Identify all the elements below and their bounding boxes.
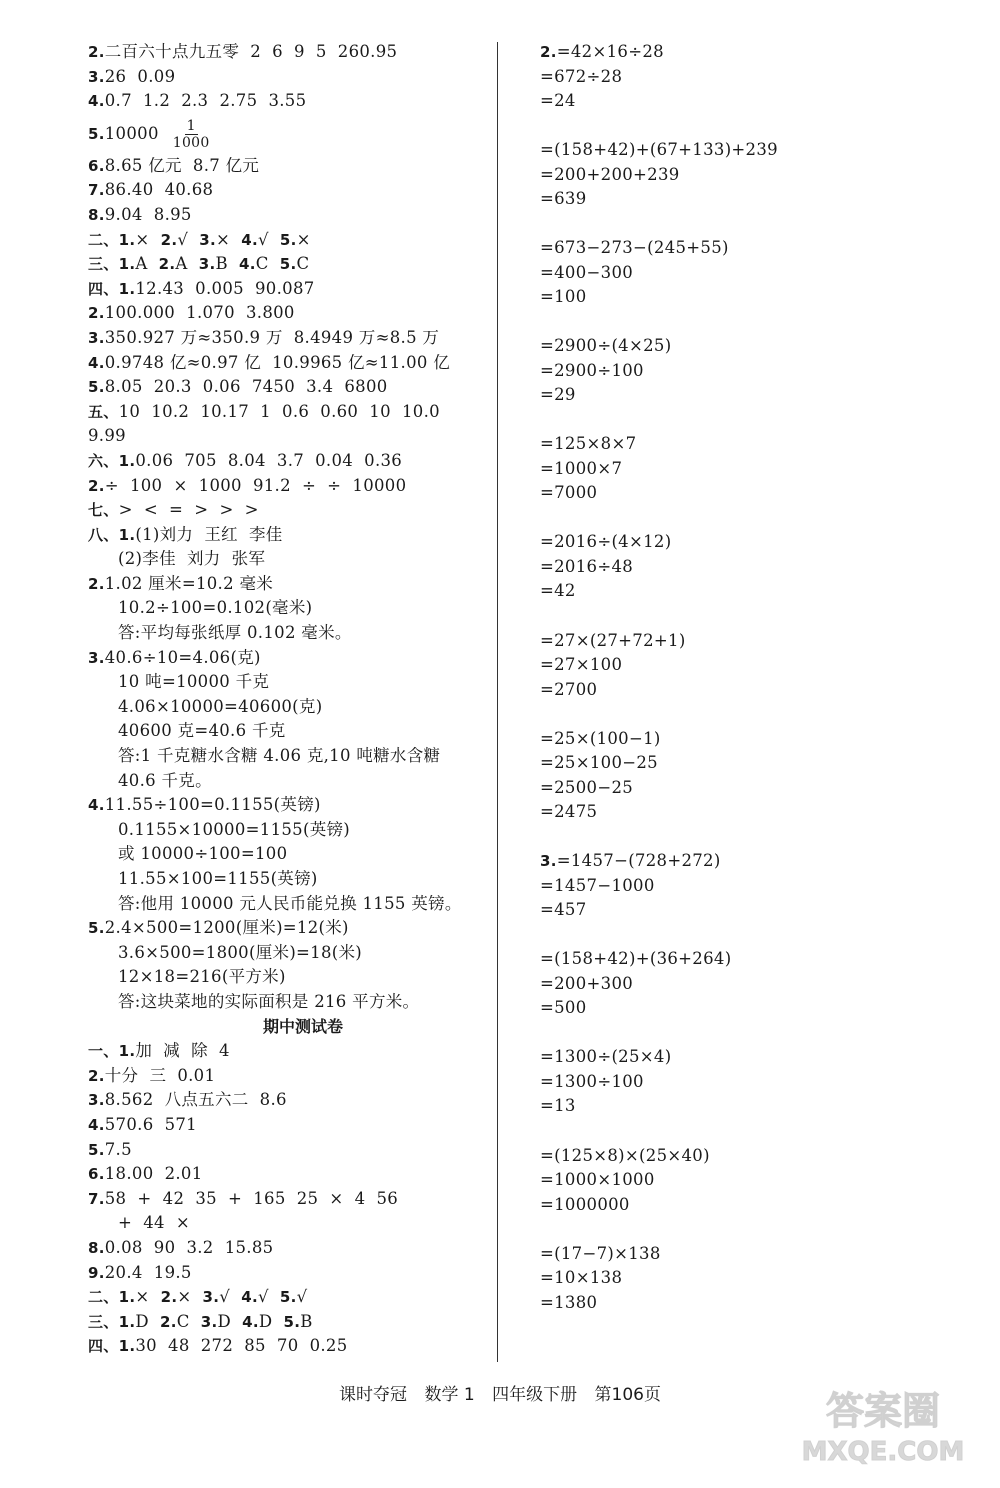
answer-line xyxy=(88,1261,488,1286)
answer-text: + 44 × xyxy=(118,1213,191,1233)
answer-text: 12×18=216(平方米) xyxy=(118,967,286,987)
answer-line xyxy=(88,178,488,203)
calculation-step: =24 xyxy=(540,91,576,110)
calculation-step: =2016÷48 xyxy=(540,556,634,576)
answer-line xyxy=(88,1236,488,1261)
answer-line xyxy=(88,1334,488,1359)
answer-line xyxy=(88,990,488,1015)
group-spacer xyxy=(540,1021,960,1046)
answer-line xyxy=(88,1113,488,1138)
footer-book-title: 课时夺冠 xyxy=(339,1385,408,1405)
answer-text: 86.40 40.68 xyxy=(104,180,214,200)
answer-text: 30 48 272 85 70 0.25 xyxy=(135,1336,348,1356)
answer-text: √ xyxy=(296,1287,308,1307)
answer-text: 8.05 20.3 0.06 7450 3.4 6800 xyxy=(104,377,388,397)
question-number: 2. xyxy=(540,43,557,61)
answer-line xyxy=(88,867,488,892)
answer-text: 10.2÷100=0.102(毫米) xyxy=(118,598,313,618)
watermark-top-text: 答案圈 xyxy=(825,1389,941,1433)
answer-text: × xyxy=(177,1287,203,1307)
calculation-step: =27×100 xyxy=(540,655,623,675)
answer-text: 答:他用 10000 元人民币能兑换 1155 英镑。 xyxy=(118,893,462,913)
answer-text: 40.6÷10=4.06(克) xyxy=(104,647,261,667)
question-number: 2. xyxy=(160,230,178,249)
section-marker: 三、 xyxy=(88,255,119,274)
answer-line xyxy=(88,114,488,154)
answer-text: D xyxy=(135,1311,160,1331)
answer-text: 100.000 1.070 3.800 xyxy=(104,303,295,323)
answer-line xyxy=(88,842,488,867)
calculation-step: =400−300 xyxy=(540,262,634,282)
answer-line xyxy=(88,1138,488,1163)
fraction xyxy=(173,118,210,151)
answer-line xyxy=(88,449,488,474)
question-number: 5. xyxy=(88,124,105,143)
group-spacer xyxy=(540,825,960,850)
question-number: 5. xyxy=(88,378,105,397)
question-number: 2. xyxy=(88,1066,105,1085)
group-spacer xyxy=(540,702,960,727)
answer-line xyxy=(88,646,488,671)
answer-text: 12.43 0.005 90.087 xyxy=(135,278,315,298)
question-number: 6. xyxy=(88,156,105,175)
section-marker: 八、 xyxy=(88,525,119,544)
answer-text: 58 + 42 35 + 165 25 × 4 56 xyxy=(104,1188,399,1208)
answer-line xyxy=(88,228,488,253)
question-number: 5. xyxy=(279,1288,297,1307)
answer-text: 1.02 厘米=10.2 毫米 xyxy=(104,573,274,593)
group-spacer xyxy=(540,408,960,433)
calculation-step: =672÷28 xyxy=(540,66,623,86)
answer-line xyxy=(88,916,488,941)
question-number: 4. xyxy=(241,1288,258,1307)
question-number: 3. xyxy=(202,1288,220,1307)
answer-text: 10 吨=10000 千克 xyxy=(118,672,270,692)
answer-line xyxy=(88,1187,488,1212)
calculation-step xyxy=(540,849,960,874)
column-divider xyxy=(497,42,498,1362)
calculation-step: =500 xyxy=(540,998,587,1018)
calculation-step: =1000000 xyxy=(540,1194,630,1214)
question-number: 2. xyxy=(160,1288,178,1307)
answer-line xyxy=(88,695,488,720)
question-number: 1. xyxy=(118,451,136,470)
answer-line xyxy=(88,941,488,966)
answer-text: C xyxy=(296,254,310,274)
answer-text: 11.55÷100=0.1155(英镑) xyxy=(104,795,321,815)
answer-text: 0.9748 亿≈0.97 亿 10.9965 亿≈11.00 亿 xyxy=(104,352,451,372)
answer-line xyxy=(88,744,488,769)
answer-line xyxy=(88,375,488,400)
answer-text: D xyxy=(217,1311,243,1331)
calculation-step: =1457−1000 xyxy=(540,875,655,895)
answer-text: 答:这块菜地的实际面积是 216 平方米。 xyxy=(118,991,420,1011)
calculation-step: =639 xyxy=(540,189,587,209)
answer-line xyxy=(88,818,488,843)
answer-text: 350.927 万≈350.9 万 8.4949 万≈8.5 万 xyxy=(104,327,440,347)
answer-line xyxy=(88,965,488,990)
answer-text: > < = > > > xyxy=(118,500,259,520)
answer-text: 570.6 571 xyxy=(104,1114,197,1134)
answer-line xyxy=(88,1211,488,1236)
answer-text: A xyxy=(135,254,159,274)
answer-line xyxy=(88,400,488,425)
answer-text: 0.1155×10000=1155(英镑) xyxy=(118,819,351,839)
answer-text: 26 0.09 xyxy=(104,66,176,86)
question-number: 3. xyxy=(199,230,216,249)
left-column xyxy=(88,40,488,1359)
calculation-step: =2700 xyxy=(540,679,598,699)
answer-line xyxy=(88,474,488,499)
question-number: 6. xyxy=(88,1165,105,1184)
question-number: 4. xyxy=(239,255,256,274)
group-spacer xyxy=(540,604,960,629)
answer-text: 10000 xyxy=(104,123,159,143)
answer-line xyxy=(88,301,488,326)
footer-grade: 四年级下册 xyxy=(492,1385,578,1405)
group-spacer xyxy=(540,1119,960,1144)
answer-text: B xyxy=(300,1311,313,1331)
calculation-step: =2900÷100 xyxy=(540,360,644,380)
answer-text: 40600 克=40.6 千克 xyxy=(118,721,286,741)
question-number: 1. xyxy=(118,525,136,544)
answer-text: 4.06×10000=40600(克) xyxy=(118,696,323,716)
calculation-step: =1000×7 xyxy=(540,458,623,478)
question-number: 3. xyxy=(200,1312,218,1331)
answer-line xyxy=(88,40,488,65)
calculation-step: =2500−25 xyxy=(540,777,634,797)
question-number: 2. xyxy=(159,1312,177,1331)
calculation-step: =29 xyxy=(540,385,576,405)
calculation-step: =27×(27+72+1) xyxy=(540,630,686,650)
calculation-step: =200+200+239 xyxy=(540,164,680,184)
question-number: 7. xyxy=(88,1189,105,1208)
question-number: 1. xyxy=(118,1288,136,1307)
answer-text: × xyxy=(215,229,242,249)
answer-line xyxy=(88,1039,488,1064)
answer-text: 加 减 除 4 xyxy=(135,1041,230,1061)
calculation-step: =(125×8)×(25×40) xyxy=(540,1145,710,1165)
answer-line xyxy=(88,1162,488,1187)
answer-line xyxy=(88,498,488,523)
answer-text: 10 10.2 10.17 1 0.6 0.60 10 10.0 xyxy=(118,401,440,421)
calculation-step: =125×8×7 xyxy=(540,434,637,454)
question-number: 1. xyxy=(118,230,136,249)
section-marker: 七、 xyxy=(88,501,119,520)
answer-line xyxy=(88,1088,488,1113)
question-number: 5. xyxy=(279,255,297,274)
group-spacer xyxy=(540,923,960,948)
calculation-step xyxy=(540,40,960,65)
question-number: 3. xyxy=(88,648,105,667)
question-number: 4. xyxy=(88,353,105,372)
answer-text: C xyxy=(255,254,280,274)
question-number: 2. xyxy=(88,304,105,323)
question-number: 3. xyxy=(88,1091,105,1110)
answer-text: 十分 三 0.01 xyxy=(104,1065,216,1085)
calculation-step: =673−273−(245+55) xyxy=(540,238,729,258)
answer-line xyxy=(88,547,488,572)
calculation-step: =1000×1000 xyxy=(540,1170,655,1190)
group-spacer xyxy=(540,506,960,531)
calculation-step: =42 xyxy=(540,581,576,601)
question-number: 5. xyxy=(283,1312,301,1331)
question-number: 1. xyxy=(118,1312,136,1331)
answer-line xyxy=(88,621,488,646)
answer-text: C xyxy=(176,1311,201,1331)
calculation-step: =10×138 xyxy=(540,1268,623,1288)
answer-line xyxy=(88,892,488,917)
calculation-step: =25×(100−1) xyxy=(540,728,661,748)
section-marker: 六、 xyxy=(88,451,119,470)
question-number: 3. xyxy=(198,255,216,274)
answer-text: 答:平均每张纸厚 0.102 毫米。 xyxy=(118,623,352,643)
answer-text: × xyxy=(296,229,311,249)
question-number: 2. xyxy=(88,574,105,593)
question-number: 3. xyxy=(88,328,105,347)
answer-text: B xyxy=(215,254,239,274)
answer-line xyxy=(88,424,488,449)
answer-text: × xyxy=(135,1287,161,1307)
question-number: 4. xyxy=(88,92,105,111)
answer-text: 11.55×100=1155(英镑) xyxy=(118,869,318,888)
calculation-step: =1300÷(25×4) xyxy=(540,1047,672,1067)
section-marker: 一、 xyxy=(88,1042,119,1061)
answer-text: √ xyxy=(257,1287,280,1307)
question-number: 8. xyxy=(88,1238,105,1257)
calculation-step: =457 xyxy=(540,900,587,920)
answer-text: D xyxy=(258,1311,284,1331)
question-number: 4. xyxy=(88,796,105,815)
answer-text: 8.562 八点五六二 8.6 xyxy=(104,1090,287,1110)
calculation-step: =7000 xyxy=(540,483,598,503)
question-number: 1. xyxy=(118,1042,136,1061)
group-spacer xyxy=(540,1217,960,1242)
answer-line xyxy=(88,523,488,548)
section-marker: 四、 xyxy=(88,279,119,298)
section-marker: 四、 xyxy=(88,1337,119,1356)
fraction-numerator: 1 xyxy=(186,117,196,134)
answer-text: 20.4 19.5 xyxy=(104,1262,192,1282)
question-number: 2. xyxy=(88,43,105,61)
group-spacer xyxy=(540,114,960,139)
answer-line xyxy=(88,596,488,621)
calculation-step: =25×100−25 xyxy=(540,753,658,773)
answer-line xyxy=(88,1285,488,1310)
calculation-step: =2475 xyxy=(540,802,598,822)
watermark-logo xyxy=(788,1380,978,1470)
question-number: 4. xyxy=(88,1115,105,1134)
calculation-step: =200+300 xyxy=(540,973,634,993)
calculation-step: =(17−7)×138 xyxy=(540,1243,661,1263)
answer-text: (1)刘力 王红 李佳 xyxy=(135,524,283,544)
question-number: 3. xyxy=(540,852,557,871)
question-number: 3. xyxy=(88,67,105,86)
section-marker: 二、 xyxy=(88,1288,119,1307)
answer-text: 0.08 90 3.2 15.85 xyxy=(104,1237,274,1257)
answer-line xyxy=(88,252,488,277)
answer-text: × xyxy=(135,229,161,249)
calculation-step: =100 xyxy=(540,287,587,307)
watermark-bottom-text: MXQE.COM xyxy=(801,1437,965,1467)
answer-text: A xyxy=(175,254,199,274)
question-number: 1. xyxy=(118,279,136,298)
section-marker: 二、 xyxy=(88,230,119,249)
answer-line xyxy=(88,1064,488,1089)
answer-text: 二百六十点九五零 2 6 9 5 260.95 xyxy=(104,42,398,61)
answer-line xyxy=(88,351,488,376)
section-marker: 三、 xyxy=(88,1312,119,1331)
section-marker: 五、 xyxy=(88,402,119,421)
answer-line xyxy=(88,670,488,695)
answer-text: √ xyxy=(219,1287,242,1307)
answer-text: √ xyxy=(257,229,280,249)
question-number: 9. xyxy=(88,1263,105,1282)
question-number: 1. xyxy=(118,1337,136,1356)
answer-text: 3.6×500=1800(厘米)=18(米) xyxy=(118,942,363,962)
answer-text: 7.5 xyxy=(104,1139,132,1159)
answer-line xyxy=(88,65,488,90)
calculation-text: =42×16÷28 xyxy=(556,42,664,61)
answer-text: √ xyxy=(177,229,200,249)
answer-line xyxy=(88,1310,488,1335)
answer-line xyxy=(88,277,488,302)
calculation-step: =(158+42)+(36+264) xyxy=(540,949,732,969)
answer-line xyxy=(88,203,488,228)
answer-text: 答:1 千克糖水含糖 4.06 克,10 吨糖水含糖 xyxy=(118,746,441,766)
calculation-step: =1300÷100 xyxy=(540,1071,644,1091)
group-spacer xyxy=(540,310,960,335)
calculation-step: =1380 xyxy=(540,1292,598,1312)
footer-page-number: 第106页 xyxy=(594,1385,661,1405)
answer-text: 18.00 2.01 xyxy=(104,1164,203,1184)
section-title: 期中测试卷 xyxy=(262,1016,343,1036)
answer-text: 40.6 千克。 xyxy=(118,770,212,790)
question-number: 7. xyxy=(88,181,105,200)
question-number: 5. xyxy=(88,1140,105,1159)
question-number: 2. xyxy=(158,255,176,274)
answer-text: ÷ 100 × 1000 91.2 ÷ ÷ 10000 xyxy=(104,475,407,495)
footer-subject: 数学 1 xyxy=(424,1385,475,1405)
answer-line xyxy=(88,793,488,818)
answer-line xyxy=(88,89,488,114)
answer-text: 8.65 亿元 8.7 亿元 xyxy=(104,155,260,175)
question-number: 2. xyxy=(88,476,105,495)
fraction-denominator: 1000 xyxy=(172,134,210,151)
answer-text: 2.4×500=1200(厘米)=12(米) xyxy=(104,918,349,938)
answer-line xyxy=(88,572,488,597)
right-column xyxy=(540,40,960,1315)
question-number: 4. xyxy=(242,1312,259,1331)
group-spacer xyxy=(540,212,960,237)
answer-text: (2)李佳 刘力 张军 xyxy=(118,549,266,569)
answer-text: 9.99 xyxy=(88,426,126,446)
calculation-step: =13 xyxy=(540,1096,576,1116)
answer-text: 0.06 705 8.04 3.7 0.04 0.36 xyxy=(135,450,403,470)
question-number: 5. xyxy=(279,230,297,249)
calculation-step: =2900÷(4×25) xyxy=(540,336,672,356)
answer-text: 9.04 8.95 xyxy=(104,204,192,224)
calculation-step: =(158+42)+(67+133)+239 xyxy=(540,140,778,160)
answer-line xyxy=(88,769,488,794)
question-number: 8. xyxy=(88,205,105,224)
question-number: 4. xyxy=(241,230,258,249)
question-number: 5. xyxy=(88,919,105,938)
answer-line xyxy=(88,154,488,179)
answer-text: 0.7 1.2 2.3 2.75 3.55 xyxy=(104,91,307,111)
calculation-text: =1457−(728+272) xyxy=(556,851,721,871)
answer-line xyxy=(88,719,488,744)
question-number: 1. xyxy=(118,255,136,274)
answer-line xyxy=(88,326,488,351)
answer-text: 或 10000÷100=100 xyxy=(118,844,288,864)
calculation-step: =2016÷(4×12) xyxy=(540,532,672,552)
